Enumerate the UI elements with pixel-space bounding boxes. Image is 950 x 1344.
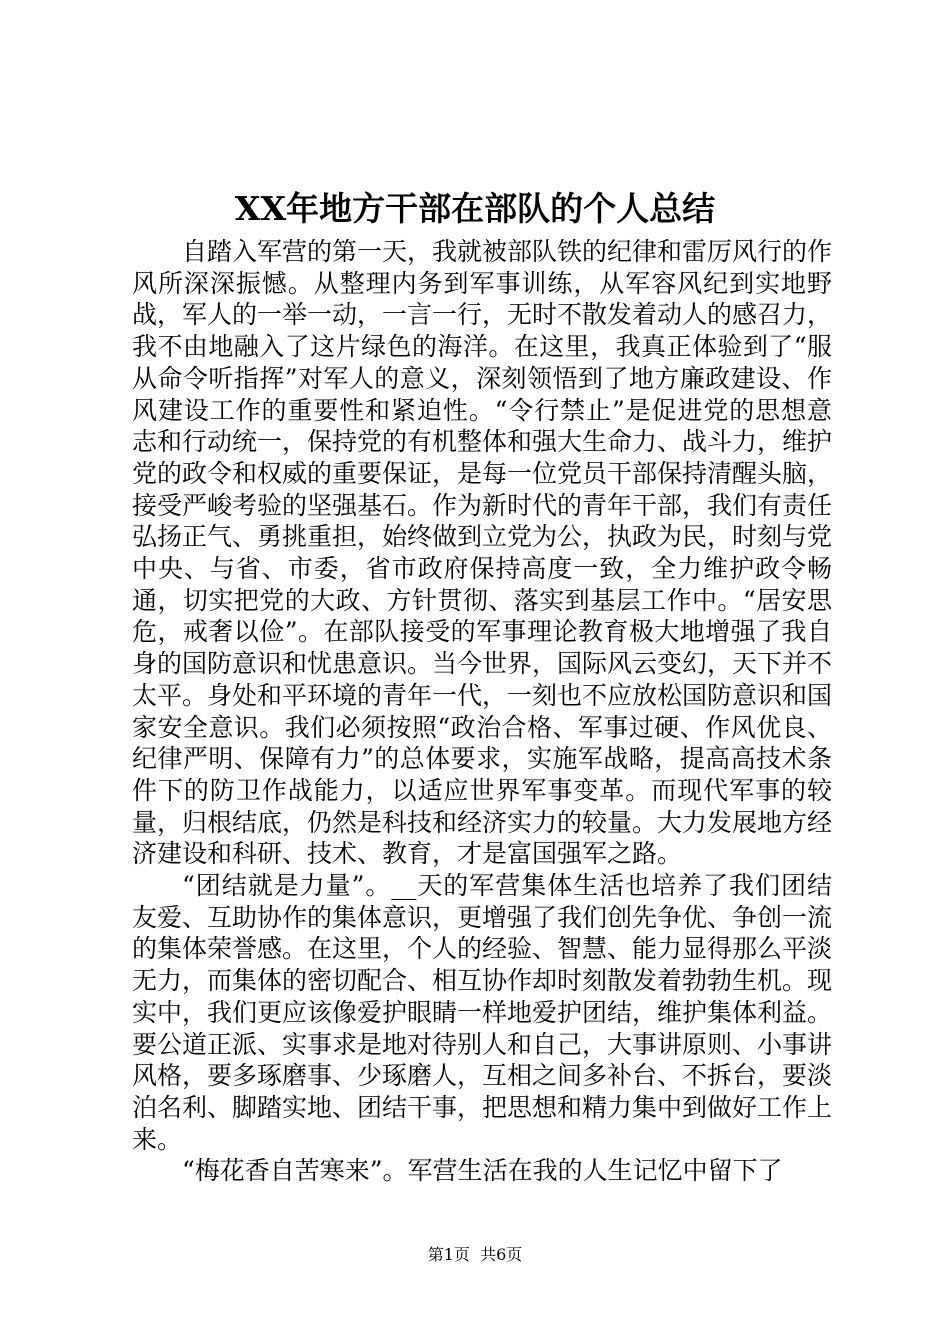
page-number: 第1页 bbox=[427, 1245, 470, 1264]
document-body bbox=[132, 236, 832, 1187]
page-footer bbox=[0, 1244, 950, 1266]
paragraph-2: “团结就是力量”。__天的军营集体生活也培养了我们团结友爱、互助协作的集体意识，更增强了我们创先争优、争创一流的集体荣誉感。在这里，个人的经验、智慧、能力显得那么平淡无力，而集体的密切配合、相互协作却时刻散发着勃勃生机。现实中，我们更应该像爱护眼睛一样地爱护团结，维护集体利益。要公道正派、实事求是地对待别人和自己，大事讲原则、小事讲风格，要多琢磨事、少琢磨人，互相之间多补台、不拆台，要淡泊名利、脚踏实地、团结干事，把思想和精力集中到做好工作上来。 bbox=[132, 871, 833, 1154]
paragraph-3: “梅花香自苦寒来”。军营生活在我的人生记忆中留下了 bbox=[182, 1156, 783, 1186]
document-title: XX年地方干部在部队的个人总结 bbox=[234, 189, 716, 228]
paragraph-1: 自踏入军营的第一天，我就被部队铁的纪律和雷厉风行的作风所深深振憾。从整理内务到军事训练，从军容风纪到实地野战，军人的一举一动，一言一行，无时不散发着动人的感召力，我不由地融入了这片绿色的海洋。在这里，我真正体验到了“服从命令听指挥”对军人的意义，深刻领悟到了地方廉政建设、作风建设工作的重要性和紧迫性。“令行禁止”是促进党的思想意志和行动统一，保持党的有机整体和强大生命力、战斗力，维护党的政令和权威的重要保证，是每一位党员干部保持清醒头脑，接受严峻考验的坚强基石。作为新时代的青年干部，我们有责任弘扬正气、勇挑重担，始终做到立党为公，执政为民，时刻与党中央、与省、市委，省市政府保持高度一致，全力维护政令畅通，切实把党的大政、方针贯彻、落实到基层工作中。“居安思危，戒奢以俭”。在部队接受的军事理论教育极大地增强了我自身的国防意识和忧患意识。当今世界，国际风云变幻，天下并不太平。身处和平环境的青年一代，一刻也不应放松国防意识和国家安全意识。我们必须按照“政治合格、军事过硬、作风优良、纪律严明、保障有力”的总体要求，实施军战略，提高高技术条件下的防卫作战能力，以适应世界军事变革。而现代军事的较量，归根结底，仍然是科技和经济实力的较量。大力发展地方经济建设和科研、技术、教育，才是富国强军之路。 bbox=[132, 237, 833, 869]
page-total: 共6页 bbox=[480, 1245, 523, 1264]
